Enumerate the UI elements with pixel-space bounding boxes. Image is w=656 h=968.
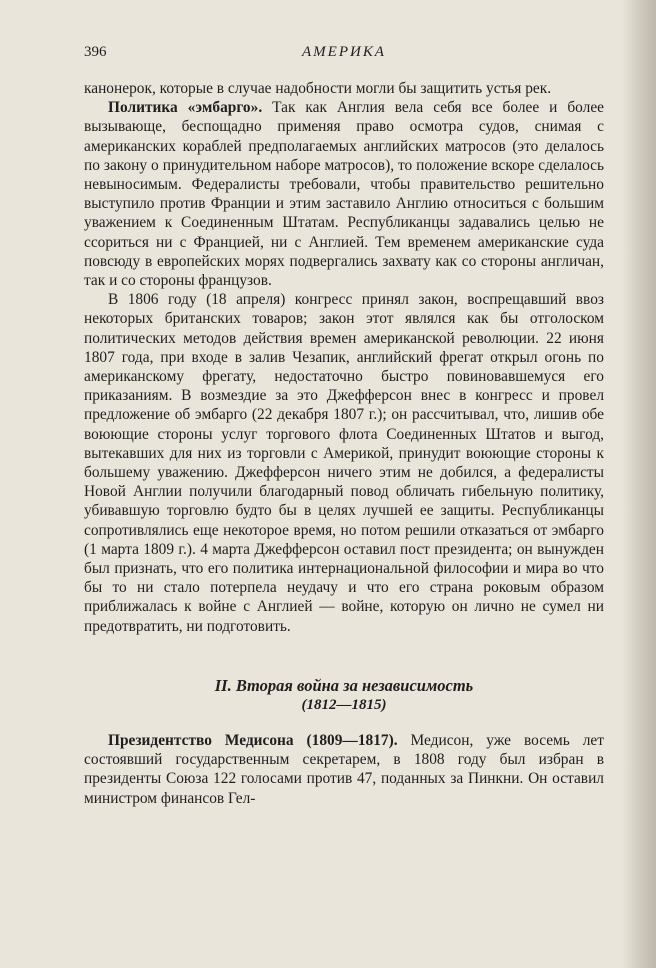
paragraph-1806-law <box>84 290 604 636</box>
page-body <box>84 79 604 808</box>
running-title: АМЕРИКА <box>302 44 386 60</box>
paragraph-text: Так как Англия вела себя все более и более вызывающе, беспощадно применяя право осмотра судов, снимая с американских кораблей предполагаемых английских матросов (это делалось по закону о принудительном наборе матросов), то положение вскоре сделалось невыносимым. Федералисты требовали, чтобы правительство решительно выступило против Франции и этим заставило Англию относиться с большим уважением к Соединенным Штатам. Республиканцы задавались целью не ссориться ни с Францией, ни с Англией. Тем временем американские суда повсюду в европейских морях подвергались захвату как со стороны англичан, так и со стороны французов. <box>84 99 605 290</box>
paragraph-text: В 1806 году (18 апреля) конгресс принял закон, воспрещавший ввоз некоторых британских товаров; закон этот являлся как бы отголоском политических методов действия времен американской революции. 22 июня 1807 года, при входе в залив Чезапик, английский фрегат открыл огонь по американскому фрегату, недостаточно быстро повиновавшемуся его приказаниям. В возмездие за это Джефферсон внес в конгресс и провел предложение об эмбарго (22 декабря 1807 г.); он рассчитывал, что, лишив обе воюющие стороны услуг торгового флота Соединенных Штатов и выгод, вытекавших для них из торговли с Америкой, принудит воюющие стороны к большему уважению. Джефферсон ничего этим не добился, а федералисты Новой Англии получили благодарный повод обличать гибельную политику, убивавшую торговлю будто бы в целях лучшей ее защиты. Республиканцы сопротивлялись еще некоторое время, но потом решили отказаться от эмбарго (1 марта 1809 г.). 4 марта Джефферсон оставил пост президента; он вынужден был признать, что его политика интернациональной философии и мира во что бы то ни стало потерпела неудачу и что его страна роковым образом приближалась к войне с Англией — войне, которую он лично не сумел ни предотвратить, ни подготовить. <box>84 291 604 635</box>
paragraph-lead-heading: Политика «эмбарго». <box>108 99 263 117</box>
section-heading: II. Вторая война за независимость <box>214 675 474 695</box>
paragraph-text: канонерок, которые в случае надобности могли бы защитить устья рек. <box>84 80 552 97</box>
paragraph-text: Медисон, уже восемь лет состоявший государственным секретарем, в 1808 году был избран в президенты Союза 122 голосами против 47, поданных за Пинкни. Он оставил министром финансов Гел- <box>84 731 604 807</box>
paragraph-madison-presidency <box>84 731 604 808</box>
page-header <box>84 44 604 68</box>
paragraph-continuation <box>84 79 604 98</box>
paragraph-lead-heading: Президентство Медисона (1809—1817). <box>108 731 398 749</box>
section-years: (1812—1815) <box>301 696 387 713</box>
page-edge-shadow <box>622 0 656 968</box>
page-number: 396 <box>84 44 107 60</box>
paragraph-embargo-policy <box>84 98 604 290</box>
